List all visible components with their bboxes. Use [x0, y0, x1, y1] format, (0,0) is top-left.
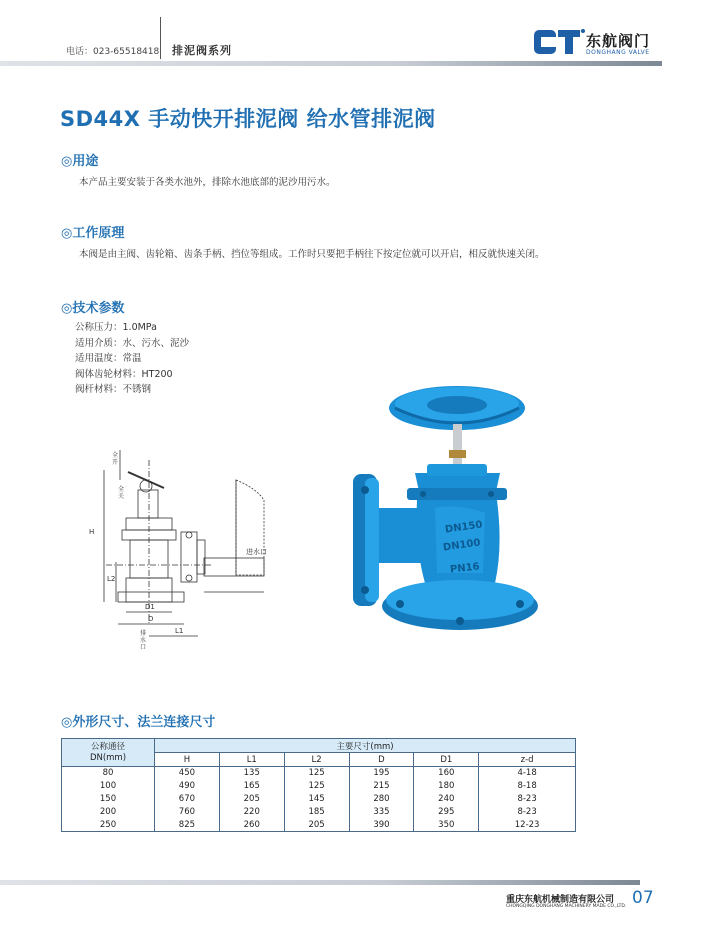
- table-cell: 205: [219, 793, 284, 806]
- logo-text-cn: 东航阀门: [586, 32, 651, 50]
- table-row: [62, 805, 576, 818]
- table-cell: 825: [155, 818, 220, 831]
- table-cell: 450: [155, 767, 220, 780]
- dim-label-l2: L2: [107, 575, 116, 583]
- page-title: SD44X 手动快开排泥阀 给水管排泥阀: [60, 107, 436, 131]
- section-heading-dims: ◎外形尺寸、法兰连接尺寸: [61, 715, 216, 730]
- section-heading-principle: ◎工作原理: [61, 226, 125, 241]
- table-cell: 180: [414, 780, 479, 793]
- usage-text: 本产品主要安装于各类水池外，排除水池底部的泥沙用污水。: [79, 177, 336, 188]
- header-series: 排泥阀系列: [172, 44, 232, 57]
- table-cell: 145: [284, 793, 349, 806]
- table-col-header: L1: [219, 753, 284, 767]
- table-cell: 12-23: [479, 818, 576, 831]
- header-rule: [0, 61, 662, 66]
- table-cell: 160: [414, 767, 479, 780]
- casting-mark: DN150: [444, 519, 484, 536]
- table-cell: 205: [284, 818, 349, 831]
- table-cell: 350: [414, 818, 479, 831]
- table-cell: 8-18: [479, 780, 576, 793]
- tech-param-list: [75, 320, 189, 398]
- footer-company-en: CHONGQING DONGHANG MACHINERY MADE CO.,LTD.: [506, 904, 627, 909]
- footer-rule: [0, 880, 640, 885]
- principle-text: 本阀是由主阀、齿轮箱、齿条手柄、挡位等组成。工作时只要把手柄往下按定位就可以开启，相反就快速关闭。: [79, 249, 545, 260]
- table-cell: 250: [62, 818, 155, 831]
- table-cell: 150: [62, 793, 155, 806]
- table-cell: 670: [155, 793, 220, 806]
- table-cell: 220: [219, 805, 284, 818]
- table-col-header: z-d: [479, 753, 576, 767]
- tech-param: 阀体齿轮材料：HT200: [75, 368, 173, 380]
- table-cell: 295: [414, 805, 479, 818]
- table-cell: 4-18: [479, 767, 576, 780]
- table-cell: 215: [349, 780, 414, 793]
- table-row: [62, 793, 576, 806]
- valve-photo: [345, 378, 540, 640]
- dim-label-h: H: [89, 528, 95, 536]
- tech-param: 阀杆材料：不锈钢: [75, 384, 152, 395]
- table-cell: 8-23: [479, 805, 576, 818]
- table-cell: 80: [62, 767, 155, 780]
- logo-text-en: DONGHANG VALVE: [586, 49, 650, 56]
- section-heading-tech: ◎技术参数: [61, 301, 125, 316]
- table-cell: 335: [349, 805, 414, 818]
- table-col-header: D1: [414, 753, 479, 767]
- casting-mark: DN100: [442, 537, 482, 554]
- header-divider: [160, 17, 161, 59]
- label-full-close: 全关: [118, 486, 125, 500]
- table-row: [62, 780, 576, 793]
- table-header-group: 主要尺寸(mm): [155, 739, 576, 753]
- label-inlet: 进水口: [246, 548, 267, 556]
- table-row: [62, 818, 576, 831]
- table-cell: 8-23: [479, 793, 576, 806]
- dim-label-l1: L1: [175, 627, 184, 635]
- table-cell: 240: [414, 793, 479, 806]
- label-drain: 排水口: [140, 630, 147, 651]
- tech-param: 适用介质：水、污水、泥沙: [75, 337, 190, 349]
- table-cell: 200: [62, 805, 155, 818]
- section-heading-usage: ◎用途: [61, 154, 99, 169]
- page-number: 07: [632, 888, 654, 908]
- dim-label-d: D: [148, 615, 154, 623]
- table-cell: 390: [349, 818, 414, 831]
- tech-param: 公称压力：1.0MPa: [75, 322, 157, 333]
- table-cell: 185: [284, 805, 349, 818]
- table-cell: 195: [349, 767, 414, 780]
- header-phone: 电话：023-65518418: [66, 47, 160, 57]
- table-cell: 100: [62, 780, 155, 793]
- label-full-open: 全开: [112, 452, 119, 466]
- table-cell: 260: [219, 818, 284, 831]
- table-cell: 125: [284, 780, 349, 793]
- footer-company: 重庆东航机械制造有限公司: [506, 895, 615, 905]
- table-col-header: D: [349, 753, 414, 767]
- dimension-table: [61, 738, 576, 832]
- table-col-header: L2: [284, 753, 349, 767]
- table-header-dn: 公称通径 DN(mm): [62, 739, 155, 767]
- table-cell: 125: [284, 767, 349, 780]
- dim-label-d1: D1: [145, 603, 155, 611]
- casting-mark: PN16: [449, 561, 481, 576]
- table-cell: 135: [219, 767, 284, 780]
- table-cell: 490: [155, 780, 220, 793]
- table-cell: 280: [349, 793, 414, 806]
- table-row: [62, 767, 576, 780]
- table-cell: 760: [155, 805, 220, 818]
- table-cell: 165: [219, 780, 284, 793]
- table-col-header: H: [155, 753, 220, 767]
- tech-param: 适用温度：常温: [75, 353, 142, 364]
